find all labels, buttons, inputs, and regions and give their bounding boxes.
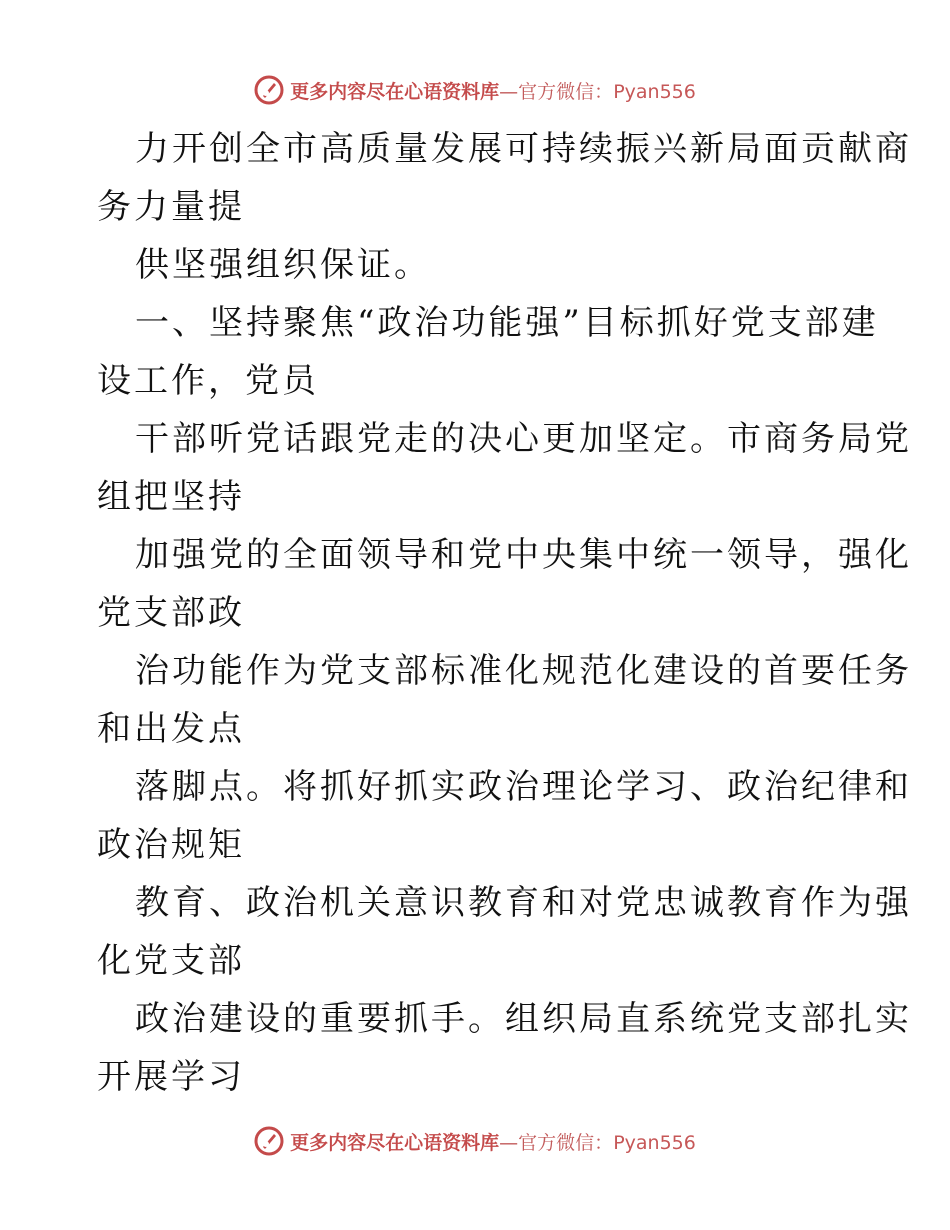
text-line: 落脚点。将抓好抓实政治理论学习、政治纪律和 xyxy=(135,767,912,807)
text-line: 一、坚持聚焦“政治功能强”目标抓好党支部建 xyxy=(135,303,879,343)
text-line: 教育、政治机关意识教育和对党忠诚教育作为强 xyxy=(135,883,912,923)
text-line: 党支部政 xyxy=(97,593,245,633)
text-line: 化党支部 xyxy=(97,941,245,981)
text-line: 力开创全市高质量发展可持续振兴新局面贡献商 xyxy=(135,129,912,169)
watermark-separator: — xyxy=(499,1131,519,1154)
text-line: 政治规矩 xyxy=(97,825,245,865)
text-line: 务力量提 xyxy=(97,187,245,227)
watermark-text xyxy=(290,1128,696,1155)
text-line: 开展学习 xyxy=(97,1057,245,1097)
text-line: 组把坚持 xyxy=(97,477,245,517)
quill-logo-icon xyxy=(254,1126,284,1156)
text-line: 政治建设的重要抓手。组织局直系统党支部扎实 xyxy=(135,999,912,1039)
text-line: 治功能作为党支部标准化规范化建设的首要任务 xyxy=(135,651,912,691)
footer-watermark xyxy=(0,1121,950,1161)
watermark-brand: 更多内容尽在心语资料库 xyxy=(290,80,500,103)
watermark-brand: 更多内容尽在心语资料库 xyxy=(290,1131,500,1154)
text-line: 干部听党话跟党走的决心更加坚定。市商务局党 xyxy=(135,419,912,459)
watermark-separator: — xyxy=(499,80,519,103)
document-body xyxy=(97,120,912,1106)
text-line: 设工作，党员 xyxy=(97,361,319,401)
text-line: 加强党的全面领导和党中央集中统一领导，强化 xyxy=(135,535,912,575)
watermark-wechat-id: Pyan556 xyxy=(613,1131,696,1154)
text-line: 和出发点 xyxy=(97,709,245,749)
watermark-text xyxy=(290,77,696,104)
watermark-label: 官方微信： xyxy=(518,80,614,103)
text-line: 供坚强组织保证。 xyxy=(135,245,431,285)
watermark-wechat-id: Pyan556 xyxy=(613,80,696,103)
header-watermark xyxy=(0,70,950,110)
watermark-label: 官方微信： xyxy=(518,1131,614,1154)
quill-logo-icon xyxy=(254,75,284,105)
